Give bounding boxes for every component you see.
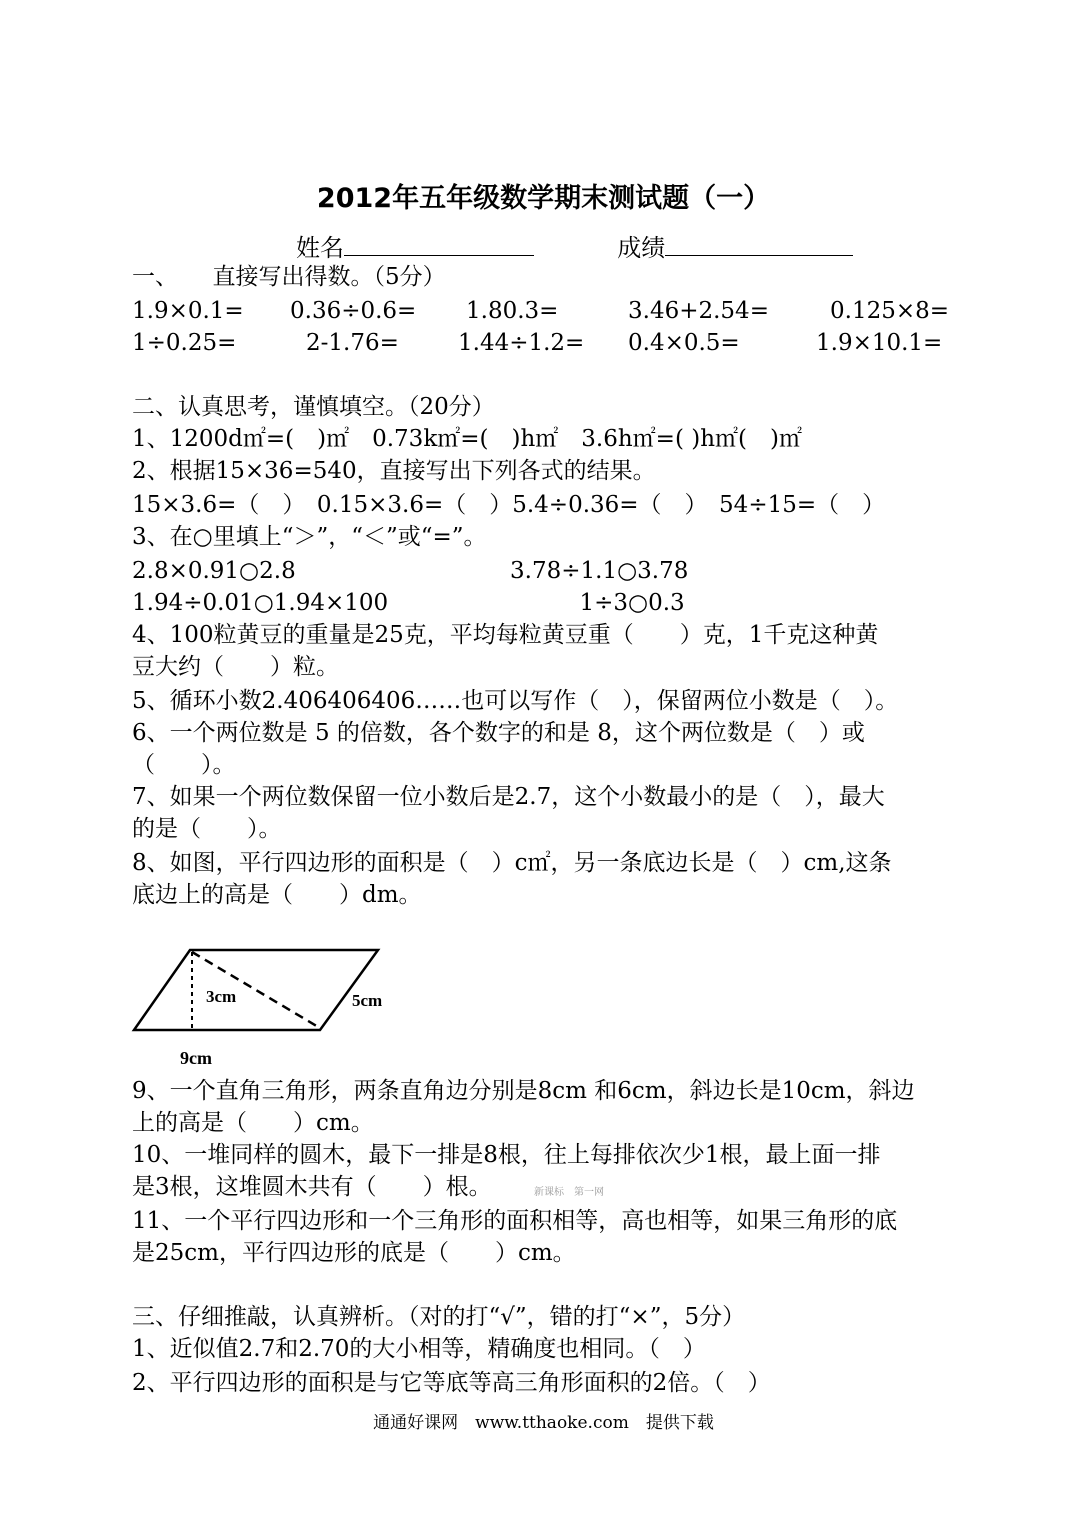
question-line: 11、一个平行四边形和一个三角形的面积相等，高也相等，如果三角形的底 xyxy=(132,1208,898,1234)
parallelogram-figure xyxy=(120,940,420,1075)
section-3-heading: 三、仔细推敲，认真辨析。（对的打“√”，错的打“×”，5分） xyxy=(132,1304,746,1330)
name-score-row xyxy=(296,228,853,263)
score-blank[interactable] xyxy=(665,233,853,256)
calc-item: 0.4×0.5= xyxy=(628,330,740,356)
question-line: 9、一个直角三角形，两条直角边分别是8cm 和6cm，斜边长是10cm，斜边 xyxy=(132,1078,915,1104)
calc-item: 2-1.76= xyxy=(306,330,399,356)
question-line: 2.8×0.91○2.8 3.78÷1.1○3.78 xyxy=(132,558,689,584)
question-line: 豆大约（ ）粒。 xyxy=(132,654,339,680)
question-line: 上的高是（ ）cm。 xyxy=(132,1110,374,1136)
name-blank[interactable] xyxy=(344,233,534,256)
score-label: 成绩 xyxy=(617,234,666,262)
question-line: 2、平行四边形的面积是与它等底等高三角形面积的2倍。（ ） xyxy=(132,1370,771,1396)
calc-item: 0.125×8= xyxy=(830,298,950,324)
calc-item: 1.44÷1.2= xyxy=(458,330,585,356)
question-line: 3、在○里填上“＞”，“＜”或“=”。 xyxy=(132,524,487,550)
height-label: 3cm xyxy=(206,987,237,1006)
section-1-heading: 一、 直接写出得数。（5分） xyxy=(132,264,446,290)
question-line: 是3根，这堆圆木共有（ ）根。 xyxy=(132,1174,492,1200)
page-title: 2012年五年级数学期末测试题（一） xyxy=(316,183,771,214)
name-label: 姓名 xyxy=(296,234,344,262)
question-line: 的是（ ）。 xyxy=(132,816,282,842)
calc-item: 1.80.3= xyxy=(466,298,559,324)
watermark-text: 新课标 第一网 xyxy=(534,1187,604,1198)
footer-text: 通通好课网 www.tthaoke.com 提供下载 xyxy=(373,1413,714,1433)
question-line: 6、一个两位数是 5 的倍数，各个数字的和是 8，这个两位数是（ ）或 xyxy=(132,720,865,746)
question-line: 底边上的高是（ ）dm。 xyxy=(132,882,422,908)
question-line: 1、近似值2.7和2.70的大小相等，精确度也相同。（ ） xyxy=(132,1336,706,1362)
question-line: 7、如果一个两位数保留一位小数后是2.7，这个小数最小的是（ ），最大 xyxy=(132,784,885,810)
parallelogram-shape xyxy=(134,950,378,1030)
calc-item: 3.46+2.54= xyxy=(628,298,769,324)
side-label: 5cm xyxy=(352,991,383,1010)
question-line: 是25cm，平行四边形的底是（ ）cm。 xyxy=(132,1240,576,1266)
calc-item: 1.9×0.1= xyxy=(132,298,244,324)
question-line: 1、1200d㎡=( )㎡ 0.73k㎡=( )h㎡ 3.6h㎡=( )h㎡( )㎡ xyxy=(132,426,802,452)
section-2-heading: 二、认真思考，谨慎填空。（20分） xyxy=(132,394,495,420)
question-line: 1.94÷0.01○1.94×100 1÷3○0.3 xyxy=(132,590,685,616)
question-line: （ ）。 xyxy=(132,752,236,778)
question-line: 5、循环小数2.406406406……也可以写作（ ），保留两位小数是（ ）。 xyxy=(132,688,899,714)
question-line: 15×3.6=（ ） 0.15×3.6=（ ）5.4÷0.36=（ ） 54÷15=（ ） xyxy=(132,492,886,518)
calc-item: 1÷0.25= xyxy=(132,330,237,356)
question-line: 10、一堆同样的圆木，最下一排是8根，往上每排依次少1根，最上面一排 xyxy=(132,1142,881,1168)
calc-item: 1.9×10.1= xyxy=(816,330,943,356)
question-line: 2、根据15×36=540，直接写出下列各式的结果。 xyxy=(132,458,656,484)
base-label: 9cm xyxy=(180,1048,212,1068)
calc-item: 0.36÷0.6= xyxy=(290,298,417,324)
question-line: 8、如图，平行四边形的面积是（ ）c㎡，另一条底边长是（ ）cm,这条 xyxy=(132,850,892,876)
question-line: 4、100粒黄豆的重量是25克，平均每粒黄豆重（ ）克，1千克这种黄 xyxy=(132,622,879,648)
